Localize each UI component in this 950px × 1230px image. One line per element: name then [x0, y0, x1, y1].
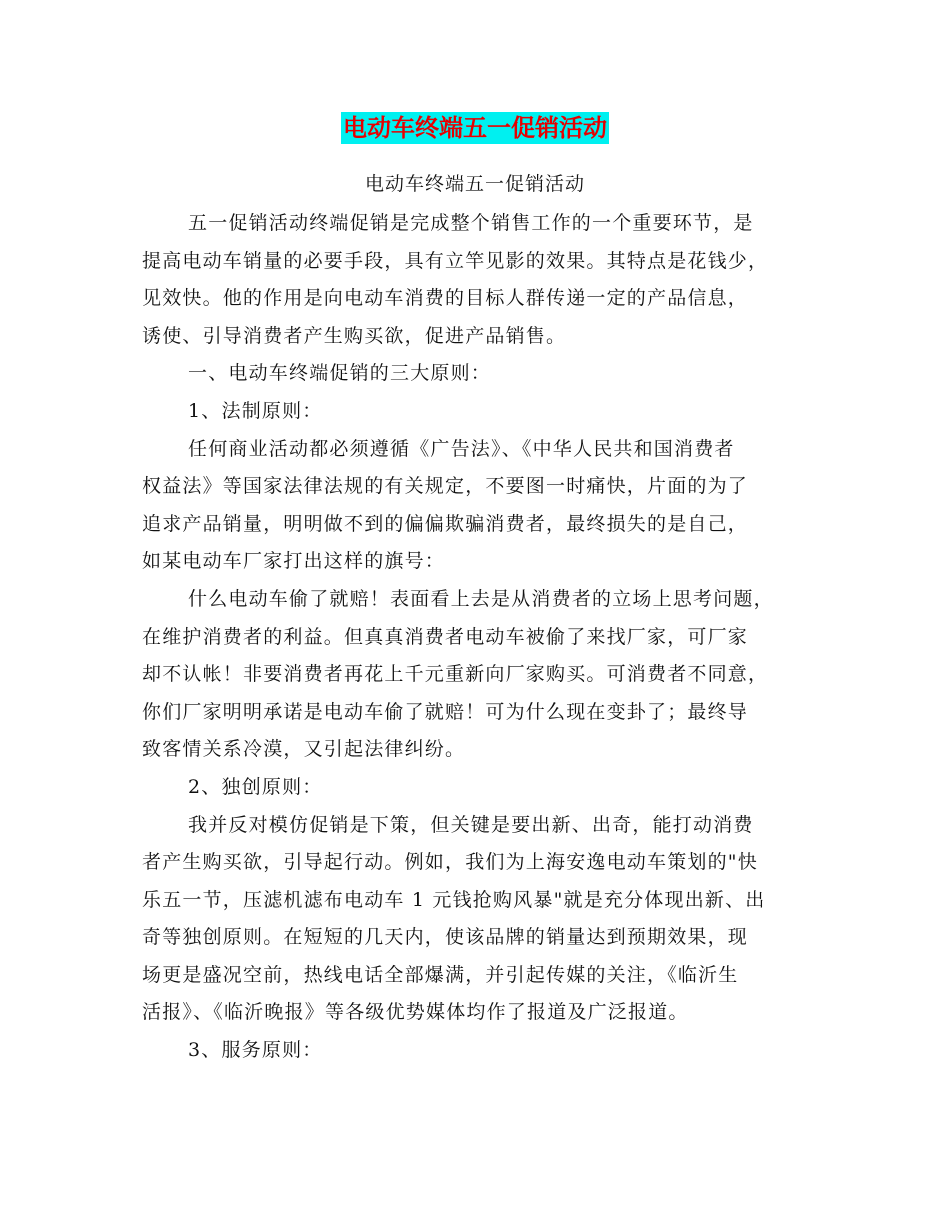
body-line: 任何商业活动都必须遵循《广告法》、《中华人民共和国消费者	[188, 437, 735, 460]
body-line: 3、服务原则：	[188, 1039, 323, 1062]
body-line: 你们厂家明明承诺是电动车偷了就赔！可为什么现在变卦了；最终导	[142, 700, 749, 723]
body-line: 如某电动车厂家打出这样的旗号：	[142, 550, 446, 573]
body-line: 追求产品销量，明明做不到的偏偏欺骗消费者，最终损失的是自己，	[142, 512, 749, 535]
body-line: 1、法制原则：	[188, 399, 323, 422]
title-container	[0, 112, 950, 144]
document-subtitle: 电动车终端五一促销活动	[364, 173, 585, 195]
body-line: 五一促销活动终端促销是完成整个销售工作的一个重要环节，是	[188, 212, 754, 234]
body-line: 我并反对模仿促销是下策，但关键是要出新、出奇，能打动消费	[188, 813, 754, 836]
body-line: 诱使、引导消费者产生购买欲，促进产品销售。	[142, 324, 567, 347]
document-title: 电动车终端五一促销活动	[343, 114, 607, 142]
body-line: 2、独创原则：	[188, 775, 323, 798]
body-line: 活报》、《临沂晚报》等各级优势媒体均作了报道及广泛报道。	[142, 1001, 689, 1024]
body-line: 者产生购买欲，引导起行动。例如，我们为上海安逸电动车策划的"快	[142, 851, 758, 874]
body-line: 权益法》等国家法律法规的有关规定，不要图一时痛快，片面的为了	[142, 475, 749, 498]
body-line: 提高电动车销量的必要手段，具有立竿见影的效果。其特点是花钱少，	[142, 249, 769, 272]
body-line: 场更是盛况空前，热线电话全部爆满，并引起传媒的关注，《临沂生	[142, 963, 739, 986]
body-line: 致客情关系冷漠，又引起法律纠纷。	[142, 738, 466, 761]
body-line: 见效快。他的作用是向电动车消费的目标人群传递一定的产品信息，	[142, 287, 749, 310]
document-body	[142, 205, 810, 1070]
body-line: 却不认帐！非要消费者再花上千元重新向厂家购买。可消费者不同意，	[142, 663, 769, 686]
body-line: 乐五一节，压滤机滤布电动车 1 元钱抢购风暴"就是充分体现出新、出	[142, 888, 766, 911]
body-line: 在维护消费者的利益。但真真消费者电动车被偷了来找厂家，可厂家	[142, 625, 749, 648]
body-line: 什么电动车偷了就赔！表面看上去是从消费者的立场上思考问题，	[188, 587, 774, 610]
body-line: 奇等独创原则。在短短的几天内，使该品牌的销量达到预期效果，现	[142, 926, 749, 949]
body-line: 一、电动车终端促销的三大原则：	[188, 362, 492, 385]
